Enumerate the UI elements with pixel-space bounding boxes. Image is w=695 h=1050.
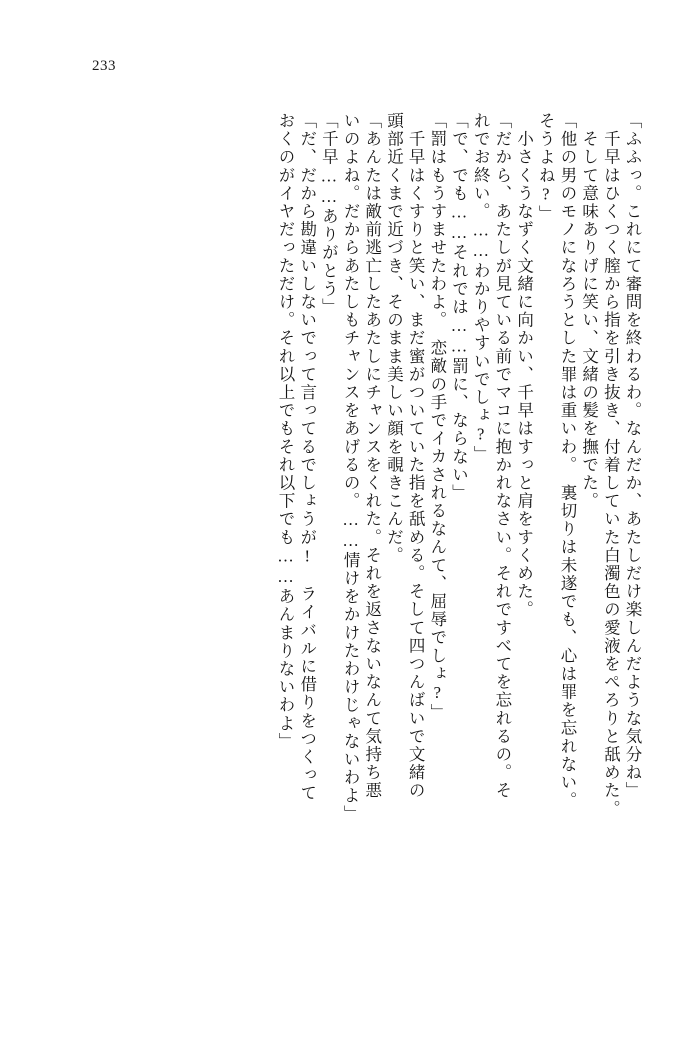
page-number: 233 <box>92 58 116 74</box>
text-line: 「だから、あたしが見ている前でマコに抱かれなさい。それですべてを忘れるの。そ <box>492 112 512 800</box>
text-line: いのよね。だからあたしもチャンスをあげるの。……情けをかけたわけじゃないわよ」 <box>341 112 361 823</box>
text-line: 小さくうなずく文緒に向かい、千早はすっと肩をすくめた。 <box>514 112 534 619</box>
text-line: 「あんたは敵前逃亡したあたしにチャンスをくれた。それを返さないなんて気持ち悪 <box>362 112 382 800</box>
text-line: 頭部近くまで近づき、そのまま美しい顔を覗きこんだ。 <box>384 112 404 565</box>
vertical-text-body <box>60 112 640 922</box>
text-line: 「だ、だから勘違いしないでって言ってるでしょうが! ライバルに借りをつくって <box>297 112 317 803</box>
text-line: 「で、でも……それでは……罰に、ならない」 <box>449 112 469 503</box>
text-line: おくのがイヤだっただけ。それ以上でもそれ以下でも……あんまりないわよ」 <box>276 112 295 751</box>
text-line: 「罰はもうすませたわよ。 恋敵の手でイカされるなんて、屈辱でしょ?」 <box>427 112 447 722</box>
text-line: 千早はひくつく膣から指を引き抜き、付着していた白濁色の愛液をぺろりと舐めた。 <box>601 112 621 818</box>
text-line: 「千早……ありがとう」 <box>319 112 339 317</box>
text-line: 「他の男のモノになろうとした罪は重いわ。 裏切りは未遂でも、心は罪を忘れない。 <box>557 112 577 810</box>
text-line: そうよね?」 <box>536 112 556 224</box>
text-line: れでお終い。……わかりやすいでしょ?」 <box>471 112 491 464</box>
text-line: そして意味ありげに笑い、文緒の髪を撫でた。 <box>579 112 599 511</box>
text-line: 「ふふっ。これにて審問を終わるわ。なんだか、あたしだけ楽しんだような気分ね」 <box>623 112 642 800</box>
text-line: 千早はくすりと笑い、まだ蜜がついていた指を舐める。そして四つんばいで文緒の <box>406 112 426 800</box>
